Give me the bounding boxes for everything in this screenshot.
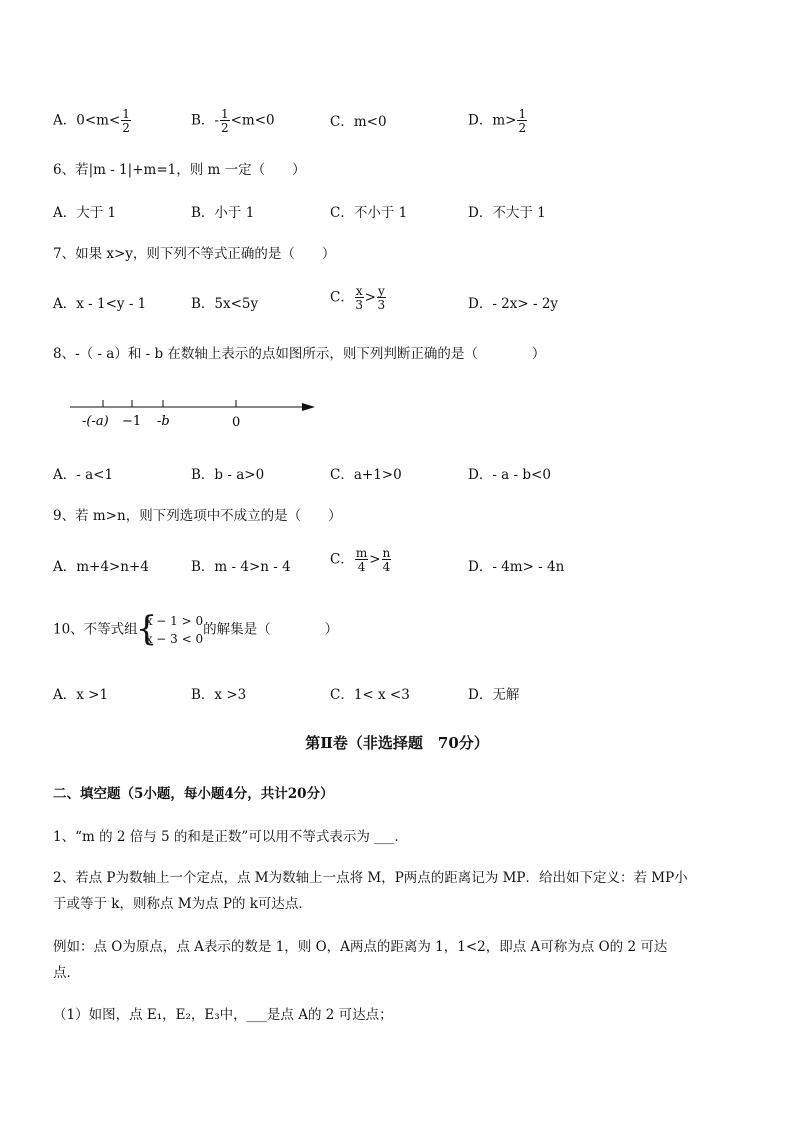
number-line-figure bbox=[70, 395, 320, 435]
q9-option-d: D．- 4m> - 4n bbox=[468, 559, 565, 575]
q8-option-c: C．a+1>0 bbox=[330, 467, 402, 483]
q6-option-c: C．不小于 1 bbox=[330, 205, 408, 221]
q9-option-c: C． $\frac{m}{4}$ > $\frac{n}{4}$ bbox=[330, 546, 391, 574]
label-neg-b: -b bbox=[157, 414, 170, 429]
fill-q2-line5: （1）如图，点 E₁，E₂，E₃中，___是点 A的 2 可达点； bbox=[53, 1007, 393, 1023]
q6-stem: 6、若|m - 1|+m=1，则 m 一定（ ） bbox=[53, 162, 306, 178]
q9-option-b: B．m - 4>n - 4 bbox=[191, 559, 291, 575]
label-neg-neg-a: -(-a) bbox=[82, 414, 109, 429]
q9-option-a: A．m+4>n+4 bbox=[53, 559, 149, 575]
q8-option-d: D．- a - b<0 bbox=[468, 467, 551, 483]
fill-q2-line3: 例如：点 O为原点，点 A表示的数是 1，则 O，A两点的距离为 1，1<2，即点 A可称为点 O的 2 可达 bbox=[53, 939, 668, 955]
q7-option-d: D．- 2x> - 2y bbox=[468, 296, 559, 312]
q10-option-c: C．1< x <3 bbox=[330, 687, 410, 703]
fill-q1: 1、“m 的 2 倍与 5 的和是正数”可以用不等式表示为 ___． bbox=[53, 829, 408, 845]
q10-option-a: A．x >1 bbox=[53, 687, 109, 703]
fill-q2-line2: 于或等于 k，则称点 M为点 P的 k可达点． bbox=[53, 896, 312, 912]
q6-option-a: A．大于 1 bbox=[53, 205, 117, 221]
q8-stem: 8、-（ - a）和 - b 在数轴上表示的点如图所示，则下列判断正确的是（ ） bbox=[53, 346, 546, 362]
q7-option-b: B．5x<5y bbox=[191, 296, 259, 312]
q6-option-d: D．不大于 1 bbox=[468, 205, 546, 221]
q8-option-b: B．b - a>0 bbox=[191, 467, 265, 483]
q7-stem: 7、如果 x>y，则下列不等式正确的是（ ） bbox=[53, 246, 336, 262]
arrow-head-icon bbox=[302, 403, 315, 411]
label-minus-one: −1 bbox=[122, 414, 142, 429]
fill-q2-line4: 点． bbox=[53, 965, 80, 981]
label-zero: 0 bbox=[232, 415, 241, 430]
inequality-system: { x − 1 > 0 x − 3 < 0 bbox=[135, 609, 204, 649]
q10-stem: 10、不等式组 { x − 1 > 0 x − 3 < 0 的解集是（ ） bbox=[53, 609, 339, 649]
q7-option-c: C． $\frac{x}{3}$ > $\frac{y}{3}$ bbox=[330, 284, 386, 312]
fill-q2-line1: 2、若点 P为数轴上一个定点，点 M为数轴上一点将 M，P两点的距离记为 MP．给出如下定义：若 MP小 bbox=[53, 870, 688, 886]
q4-option-c: C．m<0 bbox=[330, 114, 387, 130]
q7-option-a: A．x - 1<y - 1 bbox=[53, 296, 147, 312]
q10-option-b: B．x >3 bbox=[191, 687, 247, 703]
q8-option-a: A．- a<1 bbox=[53, 467, 114, 483]
part2-title: 第Ⅱ卷（非选择题 70分） bbox=[305, 734, 489, 752]
q4-option-d: D．m> $\frac{1}{2}$ bbox=[468, 107, 527, 135]
q6-option-b: B．小于 1 bbox=[191, 205, 255, 221]
q10-option-d: D．无解 bbox=[468, 687, 520, 703]
q4-option-a: A．0<m< $\frac{1}{2}$ bbox=[53, 107, 130, 135]
section-heading: 二、填空题（5小题，每小题4分，共计20分） bbox=[53, 786, 334, 802]
q4-option-b: B．- $\frac{1}{2}$ <m<0 bbox=[191, 107, 275, 135]
q9-stem: 9、若 m>n，则下列选项中不成立的是（ ） bbox=[53, 508, 342, 524]
